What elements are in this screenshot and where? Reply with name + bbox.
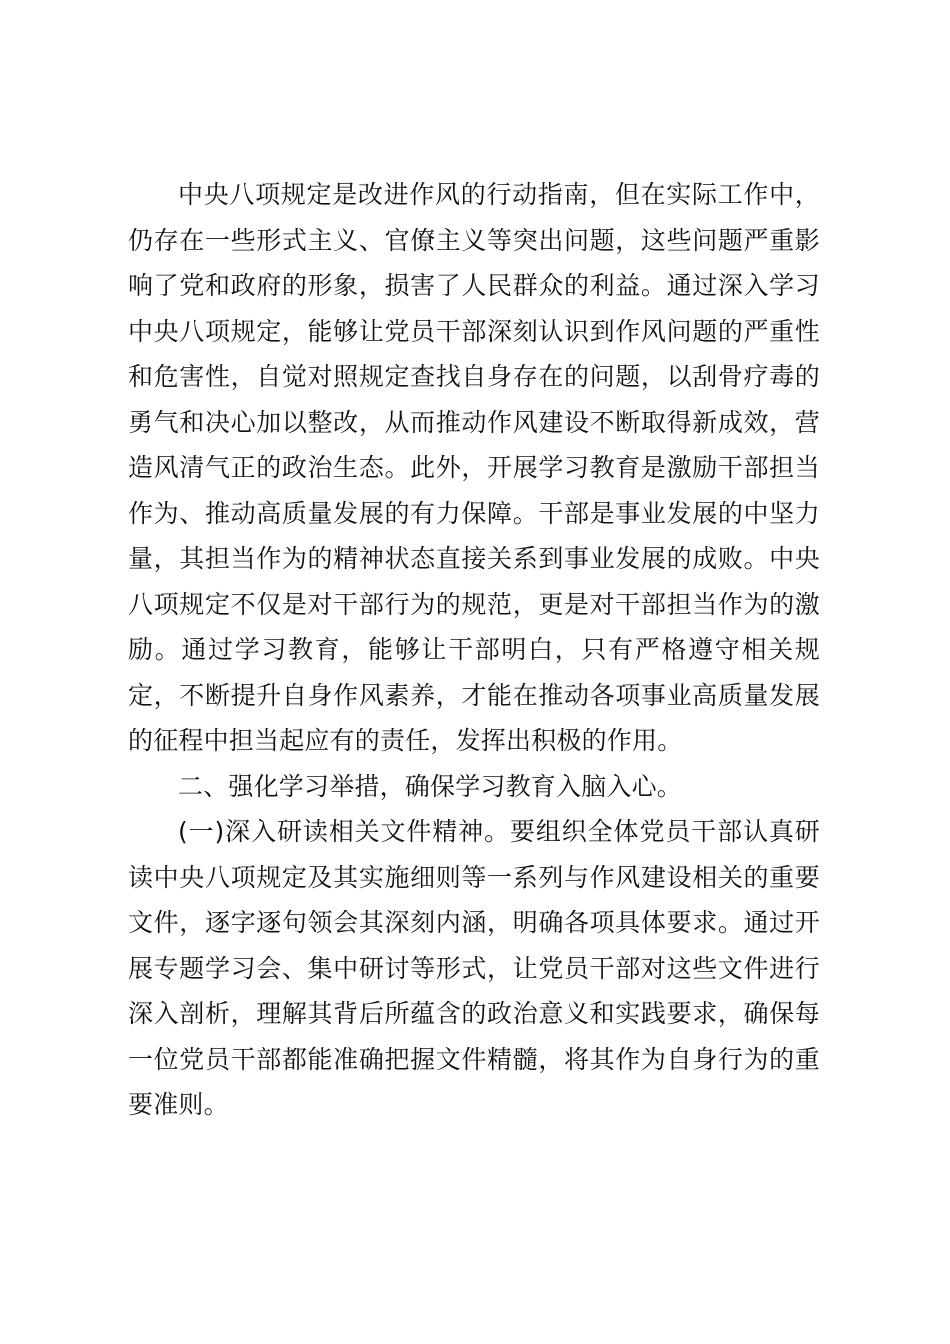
document-body: [128, 172, 820, 1128]
section-heading: 二、强化学习举措，确保学习教育入脑入心。: [178, 771, 683, 801]
body-paragraph: 中央八项规定是改进作风的行动指南，但在实际工作中，仍存在一些形式主义、官僚主义等突出问题，这些问题严重影响了党和政府的形象，损害了人民群众的利益。通过深入学习中央八项规定，能够让党员干部深刻认识到作风问题的严重性和危害性，自觉对照规定查找自身存在的问题，以刮骨疗毒的勇气和决心加以整改，从而推动作风建设不断取得新成效，营造风清气正的政治生态。此外，开展学习教育是激励干部担当作为、推动高质量发展的有力保障。干部是事业发展的中坚力量，其担当作为的精神状态直接关系到事业发展的成败。中央八项规定不仅是对干部行为的规范，更是对干部担当作为的激励。通过学习教育，能够让干部明白，只有严格遵守相关规定，不断提升自身作风素养，才能在推动各项事业高质量发展的征程中担当起应有的责任，发挥出积极的作用。: [128, 180, 820, 755]
subsection-paragraph: (一)深入研读相关文件精神。要组织全体党员干部认真研读中央八项规定及其实施细则等一系列与作风建设相关的重要文件，逐字逐句领会其深刻内涵，明确各项具体要求。通过开展专题学习会、集中研讨等形式，让党员干部对这些文件进行深入剖析，理解其背后所蕴含的政治意义和实践要求，确保每一位党员干部都能准确把握文件精髓，将其作为自身行为的重要准则。: [128, 817, 820, 1119]
